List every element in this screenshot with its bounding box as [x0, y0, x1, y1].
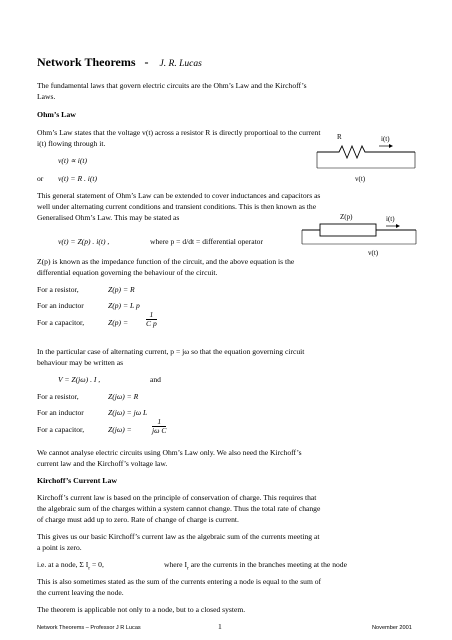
cannot-line-1: We cannot analyse electric circuits using Ohm’s Law only. We also need the Kirchoff’s: [37, 448, 302, 457]
impedance-box: [320, 224, 376, 236]
kcl-p2-line-1: This gives us our basic Kirchoff’s current law as the algebraic sum of the currents meeting at: [37, 532, 320, 541]
resistor-diagram: [315, 128, 420, 186]
zjw-inductor-label: For an inductor: [37, 408, 84, 417]
zp-capacitor-numerator: 1: [146, 311, 157, 320]
ac-and: and: [150, 375, 161, 384]
ohms-line-2: i(t) flowing through it.: [37, 139, 106, 148]
zjw-resistor-label: For a resistor,: [37, 392, 79, 401]
impedance-label: Z(p): [340, 213, 353, 221]
kcl-node-lhs: i.e. at a node, Σ I: [37, 560, 89, 569]
kcl-node-where-text: where I: [164, 560, 187, 569]
kcl-node-where-sub: r: [186, 565, 189, 572]
kcl-node-rhs: = 0,: [90, 560, 104, 569]
current-arrow-head: [389, 144, 393, 148]
author: J. R. Lucas: [159, 59, 202, 69]
resistor-symbol: [317, 146, 415, 158]
zp-capacitor-fraction: [146, 311, 157, 328]
zjw-inductor-eq: Z(jω) = jω L: [108, 408, 148, 417]
kcl-node-where: [164, 560, 347, 574]
zp-capacitor-lhs: Z(p) =: [108, 318, 129, 327]
kcl-p3-line-1: This is also sometimes stated as the sum of the currents entering a node is equal to the sum of: [37, 577, 322, 586]
footer-page-number: 1: [218, 622, 222, 631]
zjw-capacitor-fraction: [152, 418, 166, 435]
generalised-eq-where: where p = d/dt = differential operator: [150, 237, 264, 246]
page-title: [37, 55, 202, 70]
kcl-p1-line-2: the algebraic sum of the charges within a system cannot change. Thus the total rate of change: [37, 504, 321, 513]
impedance-current-label: i(t): [386, 215, 395, 223]
intro-line-2: Laws.: [37, 92, 56, 101]
ohms-proportional-eq: v(t) ∝ i(t): [58, 156, 88, 165]
kcl-node-where-rest: are the currents in the branches meeting at the node: [188, 560, 347, 569]
kcl-node-sub: r: [88, 565, 91, 572]
ac-eq: V = Z(jω) . I ,: [58, 375, 101, 384]
ohms-equal-eq: v(t) = R . i(t): [58, 174, 98, 183]
kcl-p4: The theorem is applicable not only to a node, but to a closed system.: [37, 605, 246, 614]
ohms-law-heading: Ohm’s Law: [37, 110, 76, 119]
generalised-eq: v(t) = Z(p) . i(t) ,: [58, 237, 110, 246]
impedance-diagram: [300, 208, 420, 258]
impedance-arrow-head: [396, 224, 400, 228]
ac-line-1: In the particular case of alternating current, p = jω so that the equation governing circuit: [37, 347, 305, 356]
general-line-3: Generalised Ohm’s Law. This may be stated as: [37, 213, 180, 222]
intro-line-1: The fundamental laws that govern electric circuits are the Ohm’s Law and the Kirchoff’s: [37, 81, 307, 90]
general-line-1: This general statement of Ohm’s Law can be extended to cover inductances and capacitors as: [37, 191, 321, 200]
kcl-node-eq: [37, 560, 104, 574]
footer-left: Network Theorems – Professor J R Lucas: [37, 625, 141, 631]
kcl-p1-line-3: of charge must add up to zero. Rate of change of charge is current.: [37, 515, 239, 524]
resistor-current-label: i(t): [381, 135, 390, 143]
zjw-capacitor-label: For a capacitor,: [37, 425, 85, 434]
zjw-capacitor-lhs: Z(jω) =: [108, 425, 132, 434]
resistor-voltage-label: v(t): [355, 175, 366, 183]
zp-line-2: differential equation governing the behaviour of the circuit.: [37, 268, 218, 277]
zjw-capacitor-numerator: 1: [152, 418, 166, 427]
ohms-line-1: Ohm’s Law states that the voltage v(t) across a resistor R is directly proportioal to the current: [37, 128, 321, 137]
cannot-line-2: current law and the Kirchoff’s voltage law.: [37, 459, 168, 468]
zjw-resistor-eq: Z(jω) = R: [108, 392, 139, 401]
title-dash: -: [144, 55, 149, 69]
ac-line-2: behaviour may be written as: [37, 358, 124, 367]
title-text: Network Theorems: [37, 55, 136, 69]
impedance-voltage-label: v(t): [368, 249, 379, 257]
resistor-label: R: [337, 133, 342, 141]
kcl-heading: Kirchoff’s Current Law: [37, 476, 117, 485]
zp-inductor-label: For an inductor: [37, 301, 84, 310]
general-line-2: well under alternating current conditions and transient conditions. This is then known as the: [37, 202, 317, 211]
footer-date: November 2001: [372, 625, 412, 631]
kcl-p2-line-2: a point is zero.: [37, 543, 82, 552]
kcl-p1-line-1: Kirchoff’s current law is based on the principle of conservation of charge. This requires that: [37, 493, 317, 502]
zp-capacitor-denominator: C p: [146, 319, 157, 328]
zp-resistor-eq: Z(p) = R: [108, 285, 135, 294]
zjw-capacitor-denominator: jω C: [152, 426, 167, 435]
zp-capacitor-label: For a capacitor,: [37, 318, 85, 327]
kcl-p3-line-2: the current leaving the node.: [37, 588, 124, 597]
zp-inductor-eq: Z(p) = L p: [108, 301, 140, 310]
zp-line-1: Z(p) is known as the impedance function of the circuit, and the above equation is the: [37, 257, 295, 266]
ohms-or: or: [37, 174, 44, 183]
zp-resistor-label: For a resistor,: [37, 285, 79, 294]
